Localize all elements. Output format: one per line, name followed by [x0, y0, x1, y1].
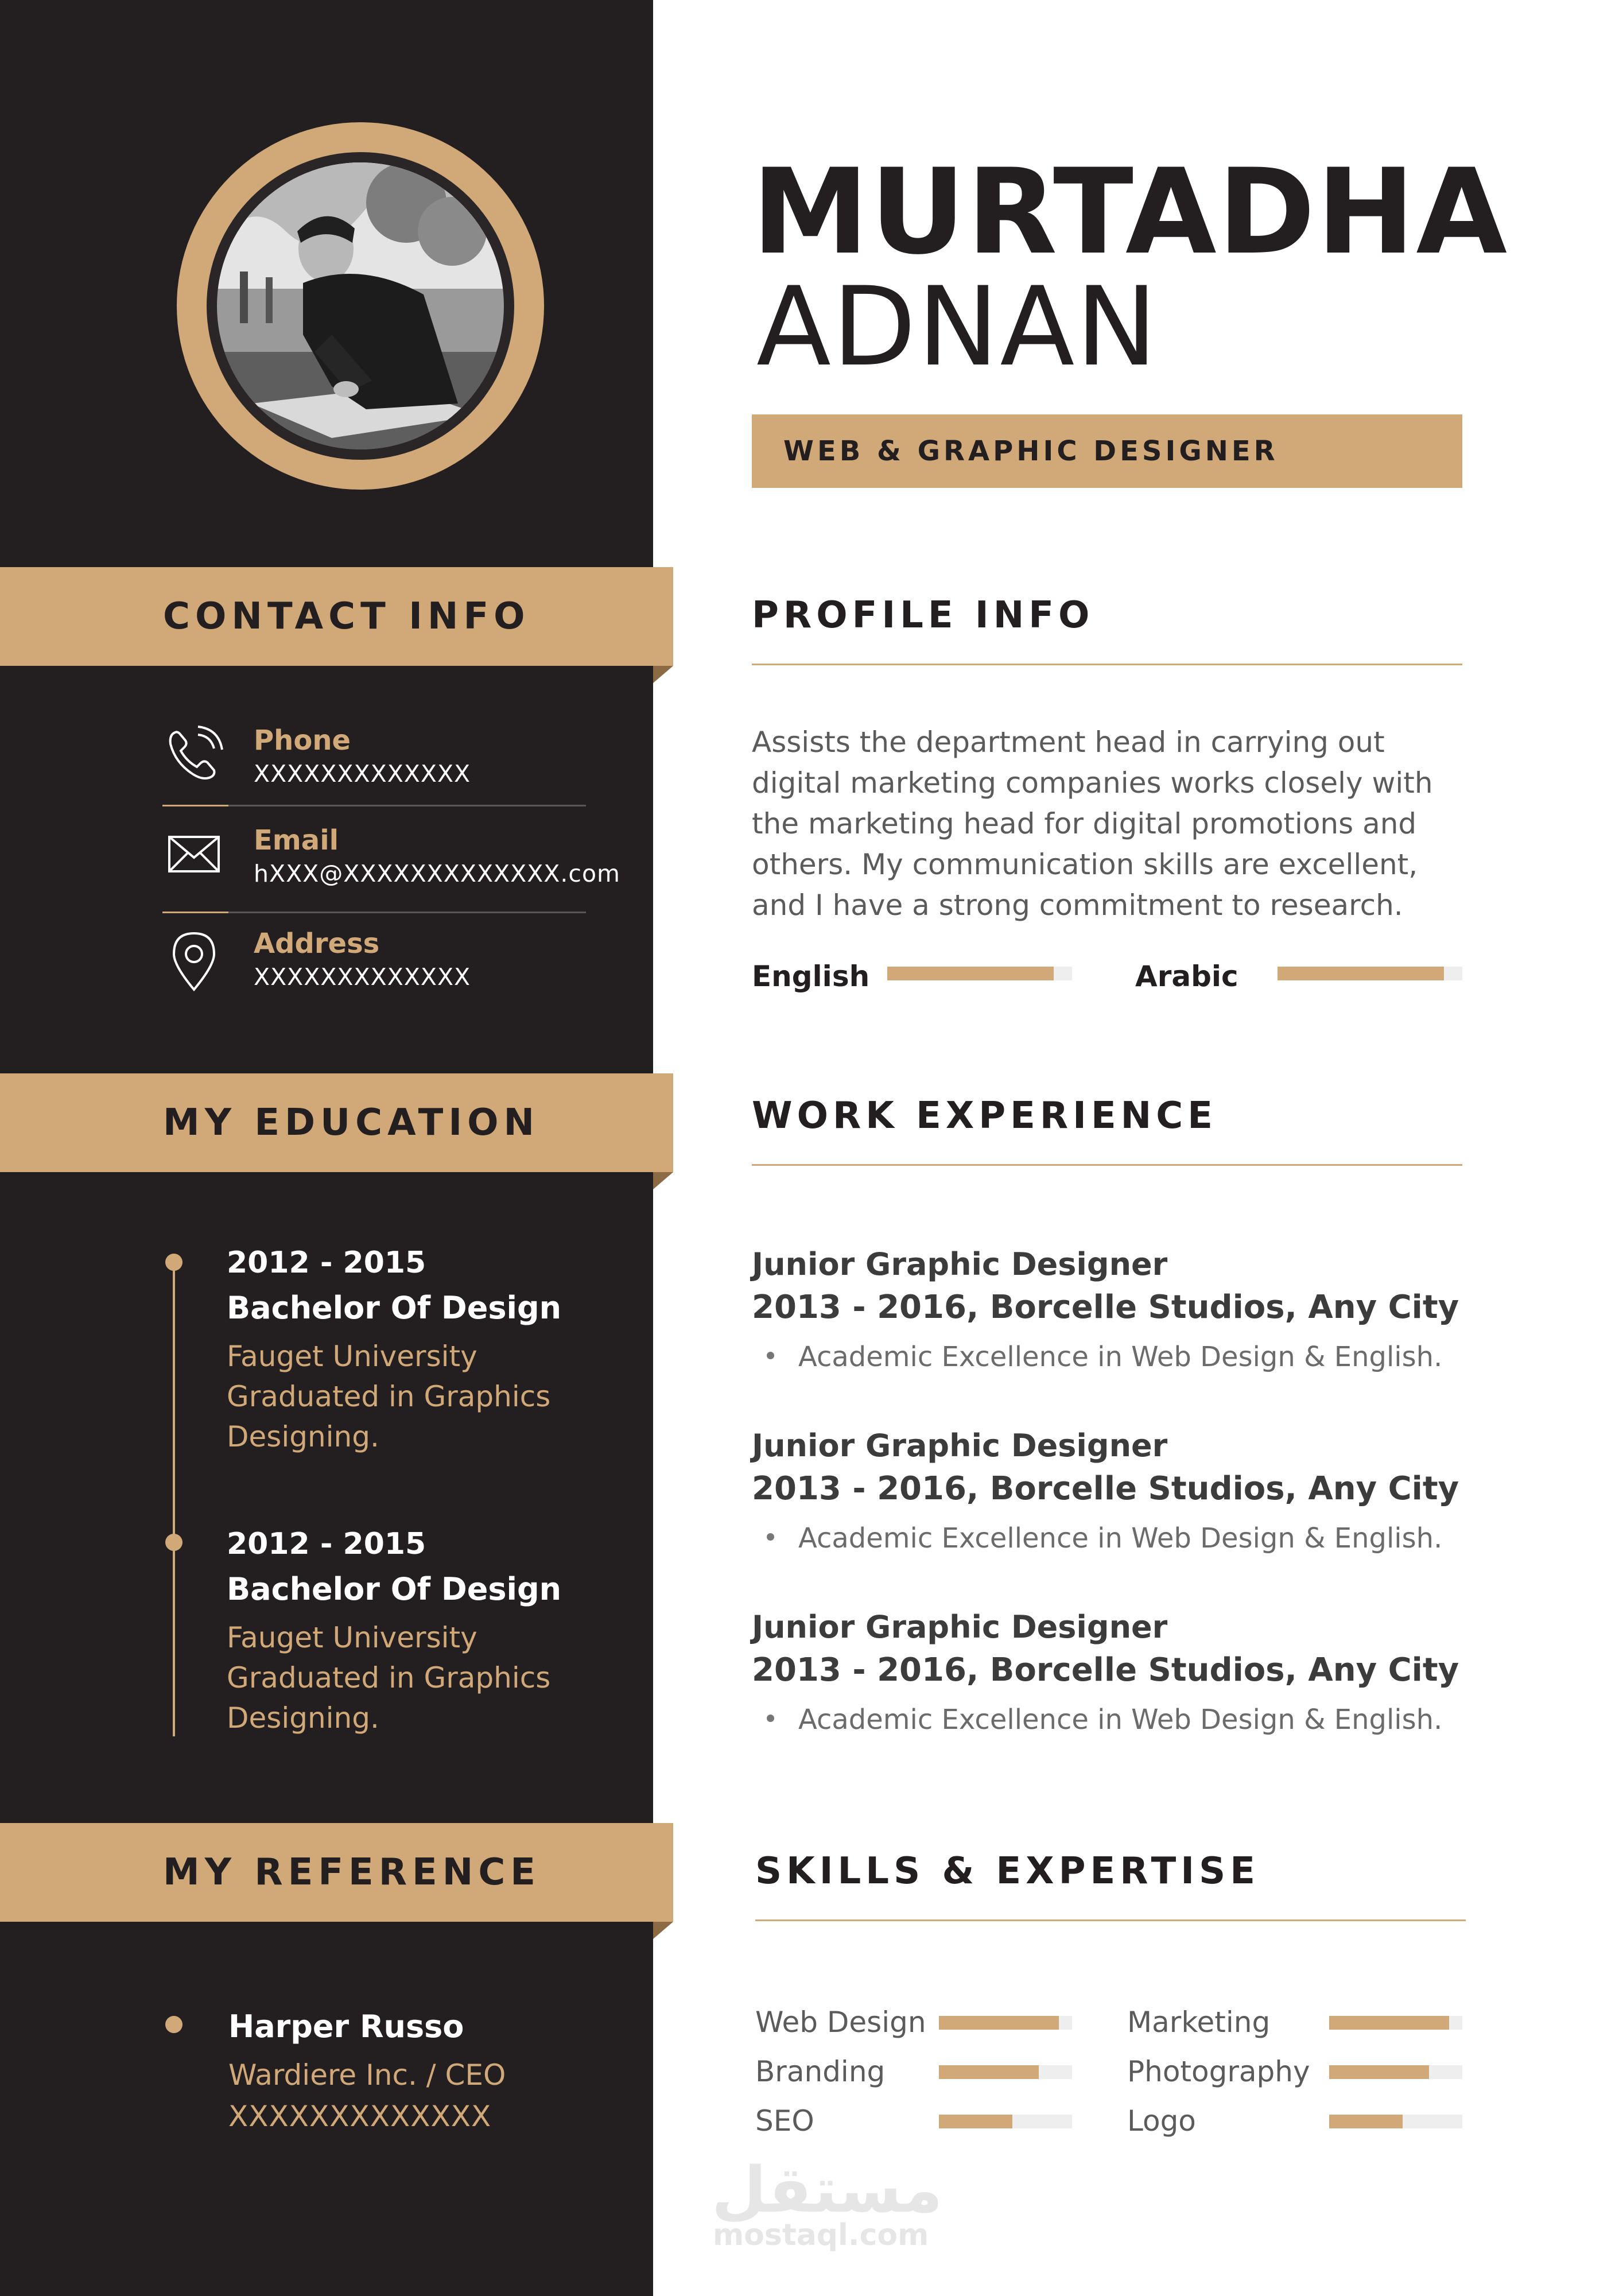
education-detail: Designing. — [227, 1420, 379, 1453]
contact-info-title: CONTACT INFO — [163, 595, 530, 638]
job-title: Junior Graphic Designer — [752, 1246, 1168, 1282]
skill-bar — [1329, 2065, 1462, 2079]
mail-icon — [162, 822, 226, 885]
education-detail: Designing. — [227, 1701, 379, 1735]
skill-bar — [939, 2016, 1072, 2030]
education-degree: Bachelor Of Design — [227, 1290, 562, 1326]
job-details: 2013 - 2016, Borcelle Studios, Any City — [752, 1289, 1459, 1326]
skill-bar — [1329, 2115, 1462, 2128]
language-bar — [1278, 967, 1462, 980]
job-achievement: Academic Excellence in Web Design & English. — [798, 1704, 1443, 1736]
phone-icon — [162, 722, 226, 785]
job-title: Junior Graphic Designer — [752, 1428, 1168, 1464]
skills-title: SKILLS & EXPERTISE — [755, 1850, 1260, 1892]
level-fill — [939, 2115, 1012, 2128]
work-experience-title: WORK EXPERIENCE — [752, 1095, 1217, 1137]
education-degree: Bachelor Of Design — [227, 1571, 562, 1607]
email-label: Email — [254, 824, 339, 856]
education-detail: Graduated in Graphics — [227, 1380, 551, 1413]
timeline-dot — [165, 1534, 183, 1551]
watermark-logo: مستقل — [712, 2153, 943, 2227]
skill-name: Web Design — [755, 2006, 926, 2039]
skill-bar — [1329, 2016, 1462, 2030]
level-fill — [1278, 967, 1444, 980]
education-years: 2012 - 2015 — [227, 1246, 426, 1280]
reference-dot — [165, 2016, 183, 2033]
bullet-dot — [767, 1352, 774, 1359]
section-rule — [755, 1919, 1466, 1921]
job-title: Junior Graphic Designer — [752, 1609, 1168, 1645]
band-fold — [653, 1172, 673, 1189]
skill-bar — [939, 2115, 1072, 2128]
reference-name: Harper Russo — [228, 2008, 464, 2045]
level-fill — [939, 2065, 1039, 2079]
avatar — [217, 162, 504, 449]
contact-divider — [162, 805, 586, 806]
role-title: WEB & GRAPHIC DESIGNER — [783, 435, 1279, 467]
level-fill — [939, 2016, 1059, 2030]
profile-photo — [217, 162, 504, 449]
first-name: MURTADHA — [752, 144, 1509, 281]
address-label: Address — [254, 928, 380, 960]
education-school: Fauget University — [227, 1621, 477, 1654]
section-rule — [752, 1164, 1462, 1166]
location-pin-icon — [162, 929, 226, 992]
job-achievement: Academic Excellence in Web Design & English. — [798, 1522, 1443, 1554]
level-fill — [1329, 2115, 1403, 2128]
skill-name: Logo — [1127, 2104, 1196, 2138]
phone-label: Phone — [254, 724, 351, 757]
education-detail: Graduated in Graphics — [227, 1661, 551, 1694]
band-fold — [653, 666, 673, 683]
level-fill — [1329, 2065, 1429, 2079]
skill-bar — [939, 2065, 1072, 2079]
profile-text: Assists the department head in carrying out digital marketing companies works closely with the marketing head for digital promotions and others. My communication skills are excellent, and I have a strong commitment to research. — [752, 726, 1433, 922]
reference-phone: XXXXXXXXXXXXX — [228, 2100, 492, 2133]
job-details: 2013 - 2016, Borcelle Studios, Any City — [752, 1651, 1459, 1689]
skill-name: Photography — [1127, 2055, 1310, 2088]
reference-company: Wardiere Inc. / CEO — [228, 2058, 506, 2092]
education-years: 2012 - 2015 — [227, 1527, 426, 1561]
contact-divider — [162, 912, 586, 913]
section-rule — [752, 664, 1462, 665]
language-name: English — [752, 960, 870, 993]
level-fill — [1329, 2016, 1449, 2030]
job-achievement: Academic Excellence in Web Design & English. — [798, 1341, 1443, 1373]
skill-name: Marketing — [1127, 2006, 1271, 2039]
phone-value: XXXXXXXXXXXXX — [254, 760, 471, 788]
level-fill — [887, 967, 1054, 980]
reference-title: MY REFERENCE — [163, 1851, 541, 1894]
skill-name: Branding — [755, 2055, 886, 2088]
timeline-dot — [165, 1254, 183, 1271]
address-value: XXXXXXXXXXXXX — [254, 963, 471, 991]
education-timeline — [173, 1260, 175, 1736]
profile-info-title: PROFILE INFO — [752, 594, 1094, 637]
education-title: MY EDUCATION — [163, 1102, 540, 1144]
last-name: ADNAN — [756, 263, 1159, 390]
skill-name: SEO — [755, 2104, 814, 2138]
band-fold — [653, 1922, 673, 1939]
language-name: Arabic — [1135, 960, 1238, 993]
watermark-text: mostaql.com — [713, 2218, 929, 2252]
email-value: hXXX@XXXXXXXXXXXXX.com — [254, 860, 620, 887]
bullet-dot — [767, 1533, 774, 1541]
language-bar — [887, 967, 1072, 980]
job-details: 2013 - 2016, Borcelle Studios, Any City — [752, 1470, 1459, 1507]
bullet-dot — [767, 1715, 774, 1722]
education-school: Fauget University — [227, 1340, 477, 1373]
